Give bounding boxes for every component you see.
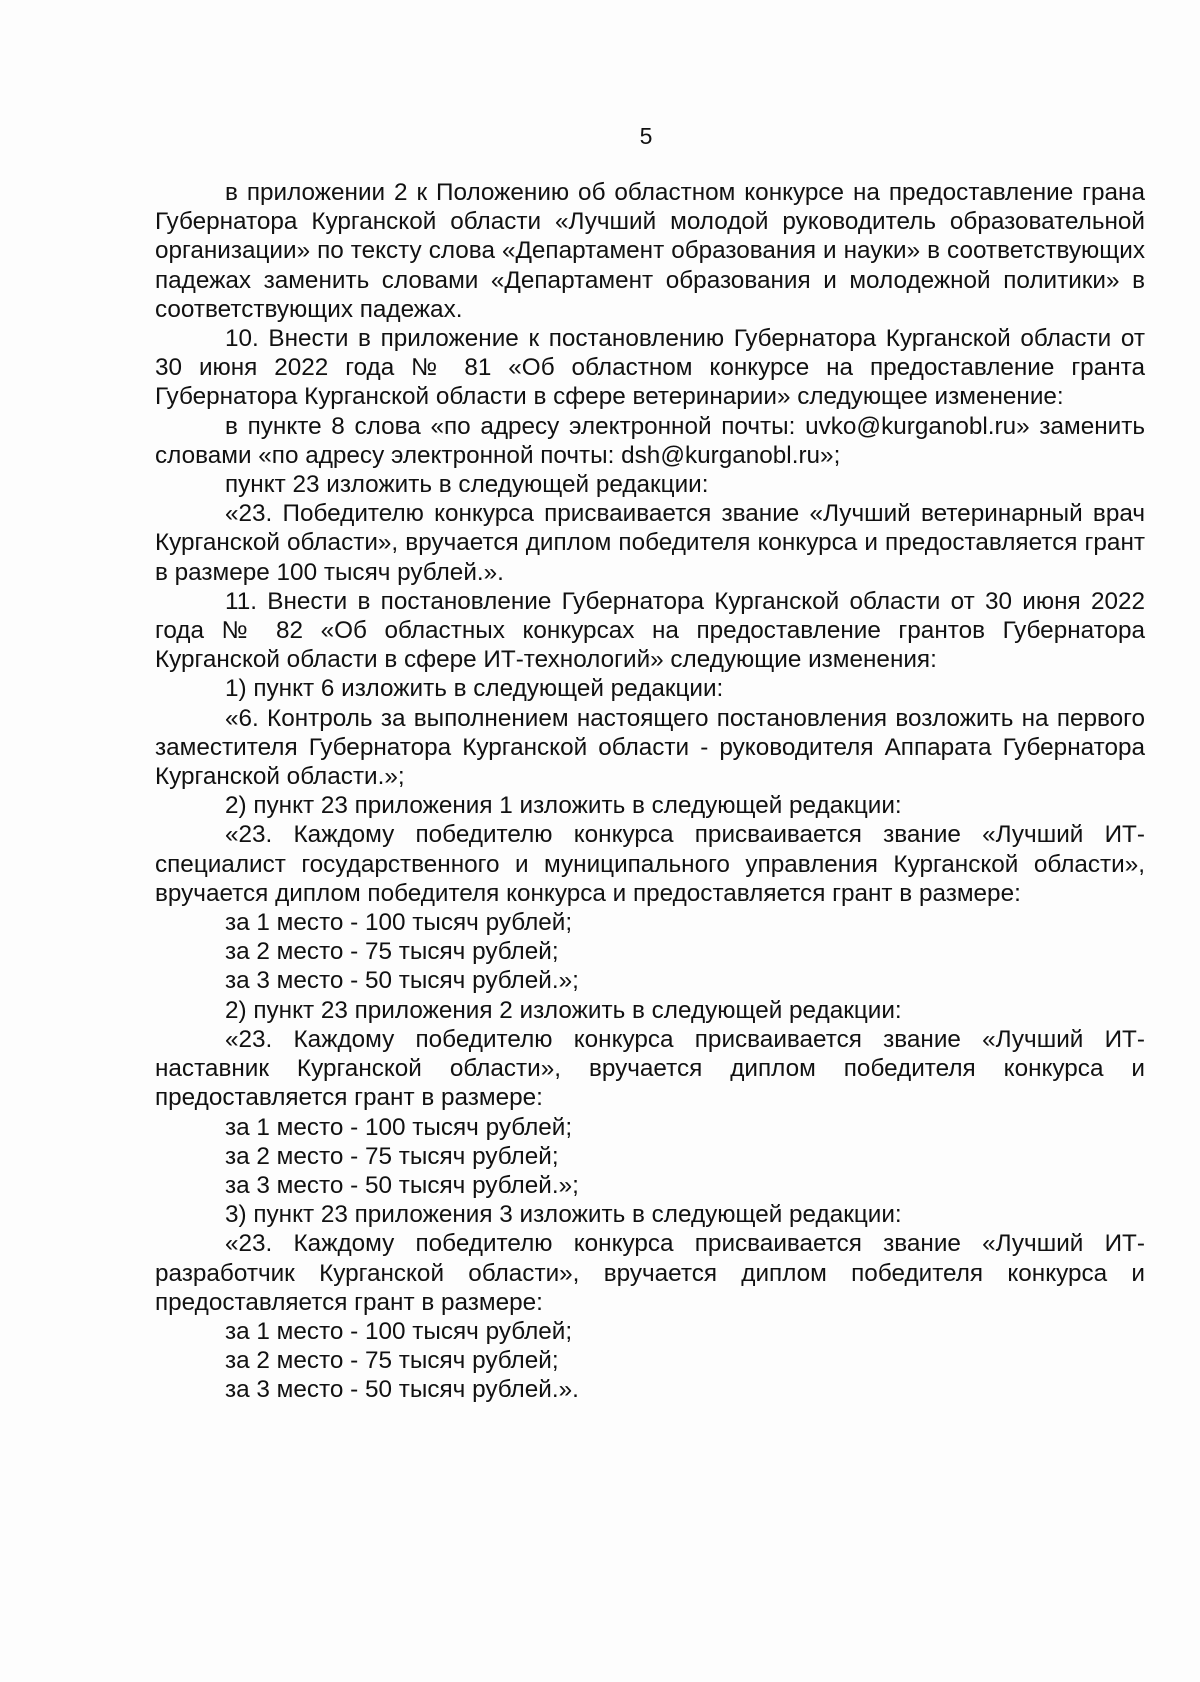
paragraph: за 1 место - 100 тысяч рублей; xyxy=(225,1113,573,1141)
paragraph: «23. Каждому победителю конкурса присваивается звание «Лучший ИТ-специалист государственного и муниципального управления Курганской области», вручается диплом победителя конкурса и предоставляется грант в размере: xyxy=(155,821,1145,907)
paragraph: «23. Победителю конкурса присваивается звание «Лучший ветеринарный врач Курганской области», вручается диплом победителя конкурса и предоставляется грант в размере 100 тысяч рублей.». xyxy=(155,500,1145,586)
paragraph: 10. Внести в приложение к постановлению Губернатора Курганской области от 30 июня 2022 года № 81 «Об областном конкурсе на предоставление гранта Губернатора Курганской области в сфере ветеринарии» следующее изменение: xyxy=(155,325,1145,411)
paragraph: «23. Каждому победителю конкурса присваивается звание «Лучший ИТ-наставник Курганской области», вручается диплом победителя конкурса и предоставляется грант в размере: xyxy=(155,1025,1145,1112)
paragraph: за 2 место - 75 тысяч рублей; xyxy=(225,1142,559,1170)
paragraph: «23. Каждому победителю конкурса присваивается звание «Лучший ИТ-разработчик Курганской области», вручается диплом победителя конкурса и предоставляется грант в размере: xyxy=(155,1230,1145,1316)
paragraph: 3) пункт 23 приложения 3 изложить в следующей редакции: xyxy=(225,1201,902,1229)
paragraph: 1) пункт 6 изложить в следующей редакции: xyxy=(225,675,724,703)
paragraph: за 2 место - 75 тысяч рублей; xyxy=(225,1347,559,1375)
paragraph: за 2 место - 75 тысяч рублей; xyxy=(225,938,559,966)
paragraph: за 1 место - 100 тысяч рублей; xyxy=(225,1317,573,1345)
page-number: 5 xyxy=(639,123,653,149)
paragraph: в пункте 8 слова «по адресу электронной почты: uvko@kurganobl.ru» заменить словами «по адресу электронной почты: dsh@kurganobl.ru»; xyxy=(155,412,1145,469)
paragraph: за 1 место - 100 тысяч рублей; xyxy=(225,909,573,937)
paragraph: за 3 место - 50 тысяч рублей.». xyxy=(225,1376,579,1404)
paragraph: 2) пункт 23 приложения 2 изложить в следующей редакции: xyxy=(225,996,902,1024)
paragraph: 2) пункт 23 приложения 1 изложить в следующей редакции: xyxy=(225,792,902,820)
paragraph: за 3 место - 50 тысяч рублей.»; xyxy=(225,967,579,995)
paragraph: пункт 23 изложить в следующей редакции: xyxy=(225,471,709,499)
paragraph: «6. Контроль за выполнением настоящего постановления возложить на первого заместителя Губернатора Курганской области - руководителя Аппарата Губернатора Курганской области.»; xyxy=(155,704,1145,791)
paragraph: 11. Внести в постановление Губернатора Курганской области от 30 июня 2022 года № 82 «Об областных конкурсах на предоставление грантов Губернатора Курганской области в сфере ИТ-технологий» следующие изменения: xyxy=(155,587,1145,674)
paragraph: в приложении 2 к Положению об областном конкурсе на предоставление грана Губернатора Курганской области «Лучший молодой руководитель образовательной организации» по тексту слова «Департамент образования и науки» в соответствующих падежах заменить словами «Департамент образования и молодежной политики» в соответствующих падежах. xyxy=(155,179,1145,323)
document-body xyxy=(155,178,1145,1405)
paragraph: за 3 место - 50 тысяч рублей.»; xyxy=(225,1171,579,1199)
